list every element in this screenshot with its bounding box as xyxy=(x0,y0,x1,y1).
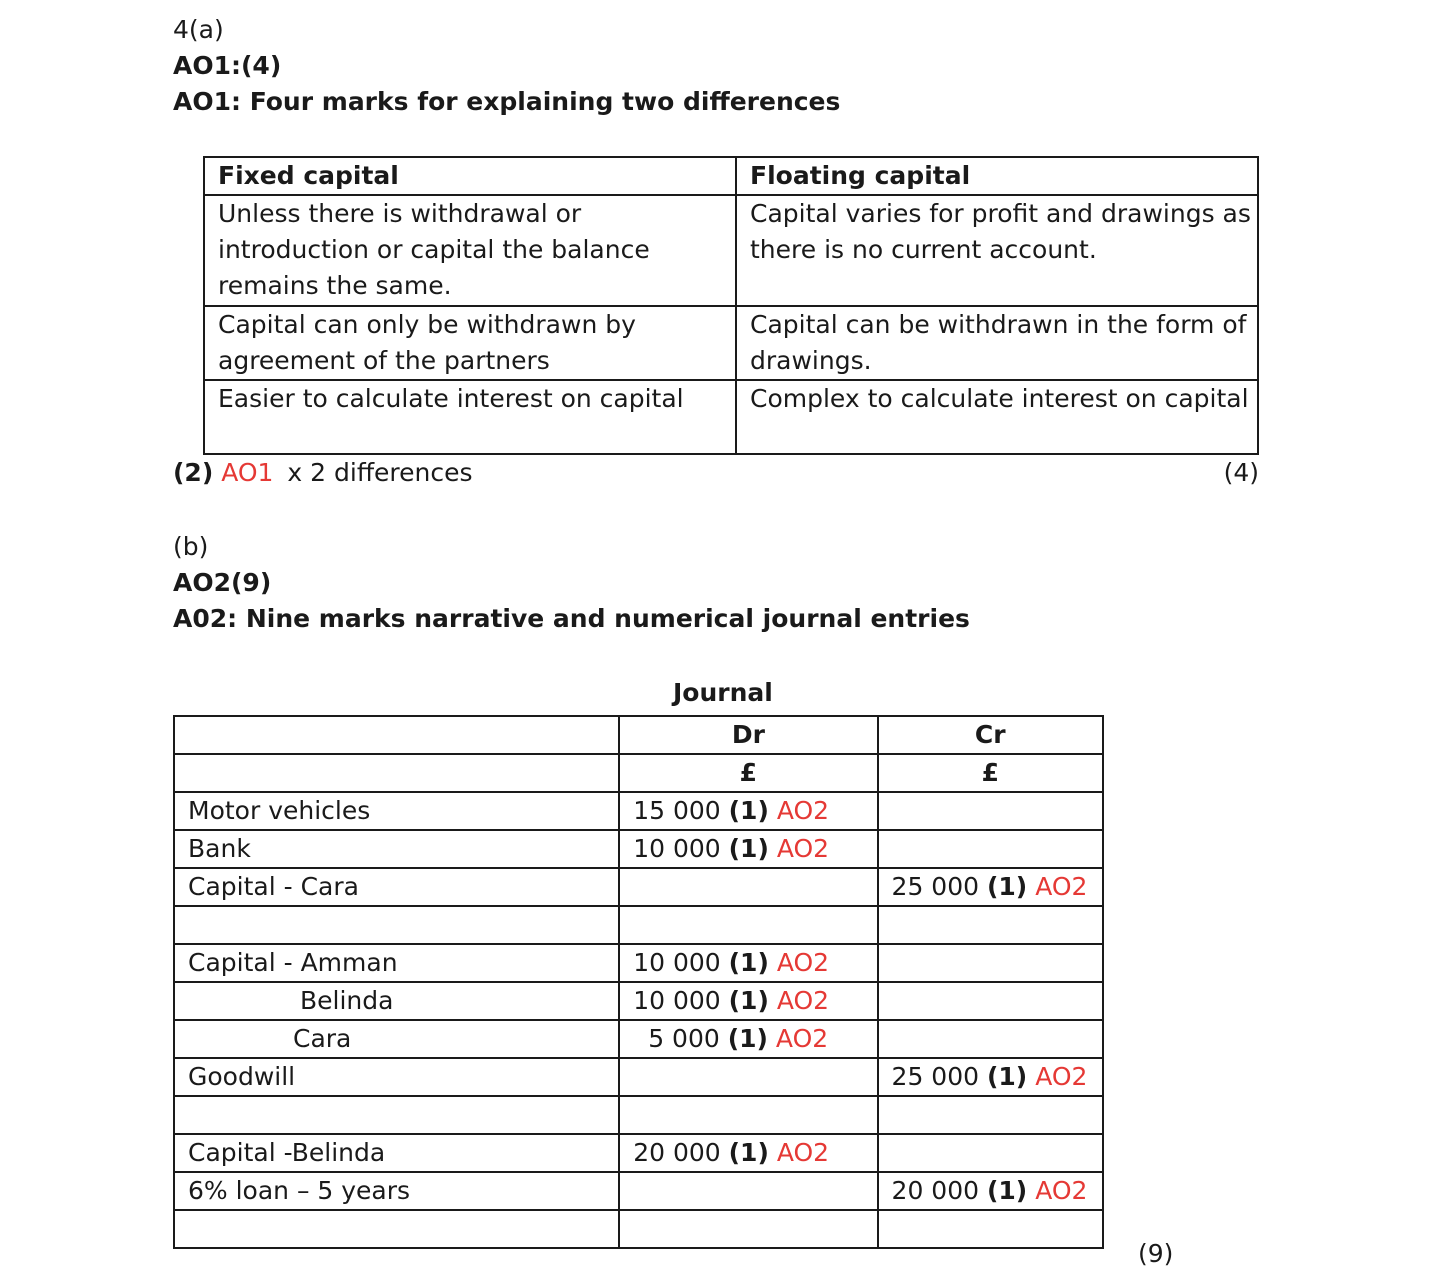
part-a-label: 4(a) xyxy=(173,15,224,44)
amount-value: 10 000 xyxy=(633,986,721,1015)
amount-value: 15 000 xyxy=(633,796,721,825)
ao-label: AO2 xyxy=(776,1138,830,1167)
cr-amount-cell xyxy=(878,982,1103,1020)
dr-amount-cell xyxy=(619,1134,877,1172)
table-cell: Capital varies for profit and drawings as there is no current account. xyxy=(736,195,1258,306)
table-row xyxy=(174,868,1103,906)
ao-label: AO2 xyxy=(776,834,830,863)
amount-value: 20 000 xyxy=(891,1176,980,1205)
amount-value: 20 000 xyxy=(633,1138,721,1167)
dr-amount-cell xyxy=(619,944,877,982)
cr-amount-cell xyxy=(878,944,1103,982)
part-a-footer xyxy=(173,455,473,491)
account-cell: Bank xyxy=(174,830,619,868)
ao-label: AO2 xyxy=(776,948,830,977)
account-cell: Cara xyxy=(174,1020,619,1058)
amount-value: 10 000 xyxy=(633,834,721,863)
table-row xyxy=(174,1058,1103,1096)
account-cell xyxy=(174,1096,619,1134)
account-cell: Capital -Belinda xyxy=(174,1134,619,1172)
amount-value: 25 000 xyxy=(891,872,980,901)
dr-amount-cell xyxy=(619,830,877,868)
account-cell: Capital - Amman xyxy=(174,944,619,982)
dr-amount-cell xyxy=(619,1096,877,1134)
cr-amount-cell xyxy=(878,1172,1103,1210)
part-a-ao-heading: AO1:(4) xyxy=(173,51,282,80)
part-b-subtitle: A02: Nine marks narrative and numerical journal entries xyxy=(173,604,970,633)
account-cell xyxy=(174,906,619,944)
table-row xyxy=(174,1096,1103,1134)
cr-amount-cell xyxy=(878,792,1103,830)
cr-currency: £ xyxy=(878,754,1103,792)
ao-label: AO2 xyxy=(776,986,830,1015)
header-floating-capital: Floating capital xyxy=(736,157,1258,195)
dr-amount-cell xyxy=(619,982,877,1020)
table-row xyxy=(204,195,1258,306)
dr-amount-cell xyxy=(619,906,877,944)
table-header-row xyxy=(204,157,1258,195)
journal-body xyxy=(174,716,1103,1248)
table-cell xyxy=(174,754,619,792)
journal-header-row xyxy=(174,716,1103,754)
mark-label: (1) xyxy=(727,1024,768,1053)
table-row xyxy=(174,792,1103,830)
dr-amount-cell xyxy=(619,1210,877,1248)
journal-title: Journal xyxy=(673,678,773,707)
journal-table xyxy=(173,715,1104,1249)
part-b-total: (9) xyxy=(1138,1239,1174,1268)
table-cell: Complex to calculate interest on capital xyxy=(736,380,1258,454)
account-cell xyxy=(174,1210,619,1248)
cr-amount-cell xyxy=(878,1096,1103,1134)
table-row xyxy=(174,982,1103,1020)
table-row xyxy=(174,830,1103,868)
table-row xyxy=(204,380,1258,454)
header-fixed-capital: Fixed capital xyxy=(204,157,736,195)
table-row xyxy=(174,1134,1103,1172)
mark-label: (1) xyxy=(728,986,769,1015)
table-cell: Capital can only be withdrawn by agreement of the partners xyxy=(204,306,736,380)
mark-label: (1) xyxy=(986,1176,1028,1205)
account-cell: Motor vehicles xyxy=(174,792,619,830)
ao-label: AO2 xyxy=(1035,1062,1088,1091)
cr-amount-cell xyxy=(878,906,1103,944)
mark-label: (1) xyxy=(986,1062,1028,1091)
table-cell: Capital can be withdrawn in the form of drawings. xyxy=(736,306,1258,380)
part-b-ao-heading: AO2(9) xyxy=(173,568,272,597)
table-row xyxy=(174,1210,1103,1248)
multiplier-label: x 2 differences xyxy=(287,458,473,487)
dr-currency: £ xyxy=(619,754,877,792)
ao-label: AO1 xyxy=(221,458,274,487)
mark-label: (1) xyxy=(728,948,769,977)
cr-amount-cell xyxy=(878,1020,1103,1058)
account-cell: Goodwill xyxy=(174,1058,619,1096)
cr-amount-cell xyxy=(878,1134,1103,1172)
amount-value: 10 000 xyxy=(633,948,721,977)
marks-label: (2) xyxy=(173,458,214,487)
table-row xyxy=(204,306,1258,380)
table-cell xyxy=(174,716,619,754)
mark-label: (1) xyxy=(986,872,1028,901)
part-b-label: (b) xyxy=(173,532,209,561)
dr-amount-cell xyxy=(619,1172,877,1210)
table-row xyxy=(174,944,1103,982)
account-cell: Capital - Cara xyxy=(174,868,619,906)
dr-amount-cell xyxy=(619,1058,877,1096)
table-cell: Easier to calculate interest on capital xyxy=(204,380,736,454)
amount-value: 25 000 xyxy=(891,1062,980,1091)
part-a-subtitle: AO1: Four marks for explaining two differences xyxy=(173,87,841,116)
cr-amount-cell xyxy=(878,1210,1103,1248)
mark-label: (1) xyxy=(728,1138,769,1167)
capital-comparison-table xyxy=(203,156,1259,455)
part-a-total: (4) xyxy=(1223,458,1259,487)
mark-label: (1) xyxy=(728,834,769,863)
cr-amount-cell xyxy=(878,868,1103,906)
ao-label: AO2 xyxy=(1035,1176,1088,1205)
ao-label: AO2 xyxy=(1035,872,1088,901)
account-cell: 6% loan – 5 years xyxy=(174,1172,619,1210)
ao-label: AO2 xyxy=(776,796,830,825)
table-cell: Unless there is withdrawal or introduction or capital the balance remains the same. xyxy=(204,195,736,306)
dr-amount-cell xyxy=(619,868,877,906)
cr-header: Cr xyxy=(878,716,1103,754)
cr-amount-cell xyxy=(878,1058,1103,1096)
journal-currency-row xyxy=(174,754,1103,792)
cr-amount-cell xyxy=(878,830,1103,868)
account-cell: Belinda xyxy=(174,982,619,1020)
dr-amount-cell xyxy=(619,1020,877,1058)
dr-header: Dr xyxy=(619,716,877,754)
dr-amount-cell xyxy=(619,792,877,830)
table-row xyxy=(174,1172,1103,1210)
mark-label: (1) xyxy=(728,796,769,825)
ao-label: AO2 xyxy=(775,1024,829,1053)
table-row xyxy=(174,1020,1103,1058)
table-row xyxy=(174,906,1103,944)
amount-value: 5 000 xyxy=(648,1024,720,1053)
